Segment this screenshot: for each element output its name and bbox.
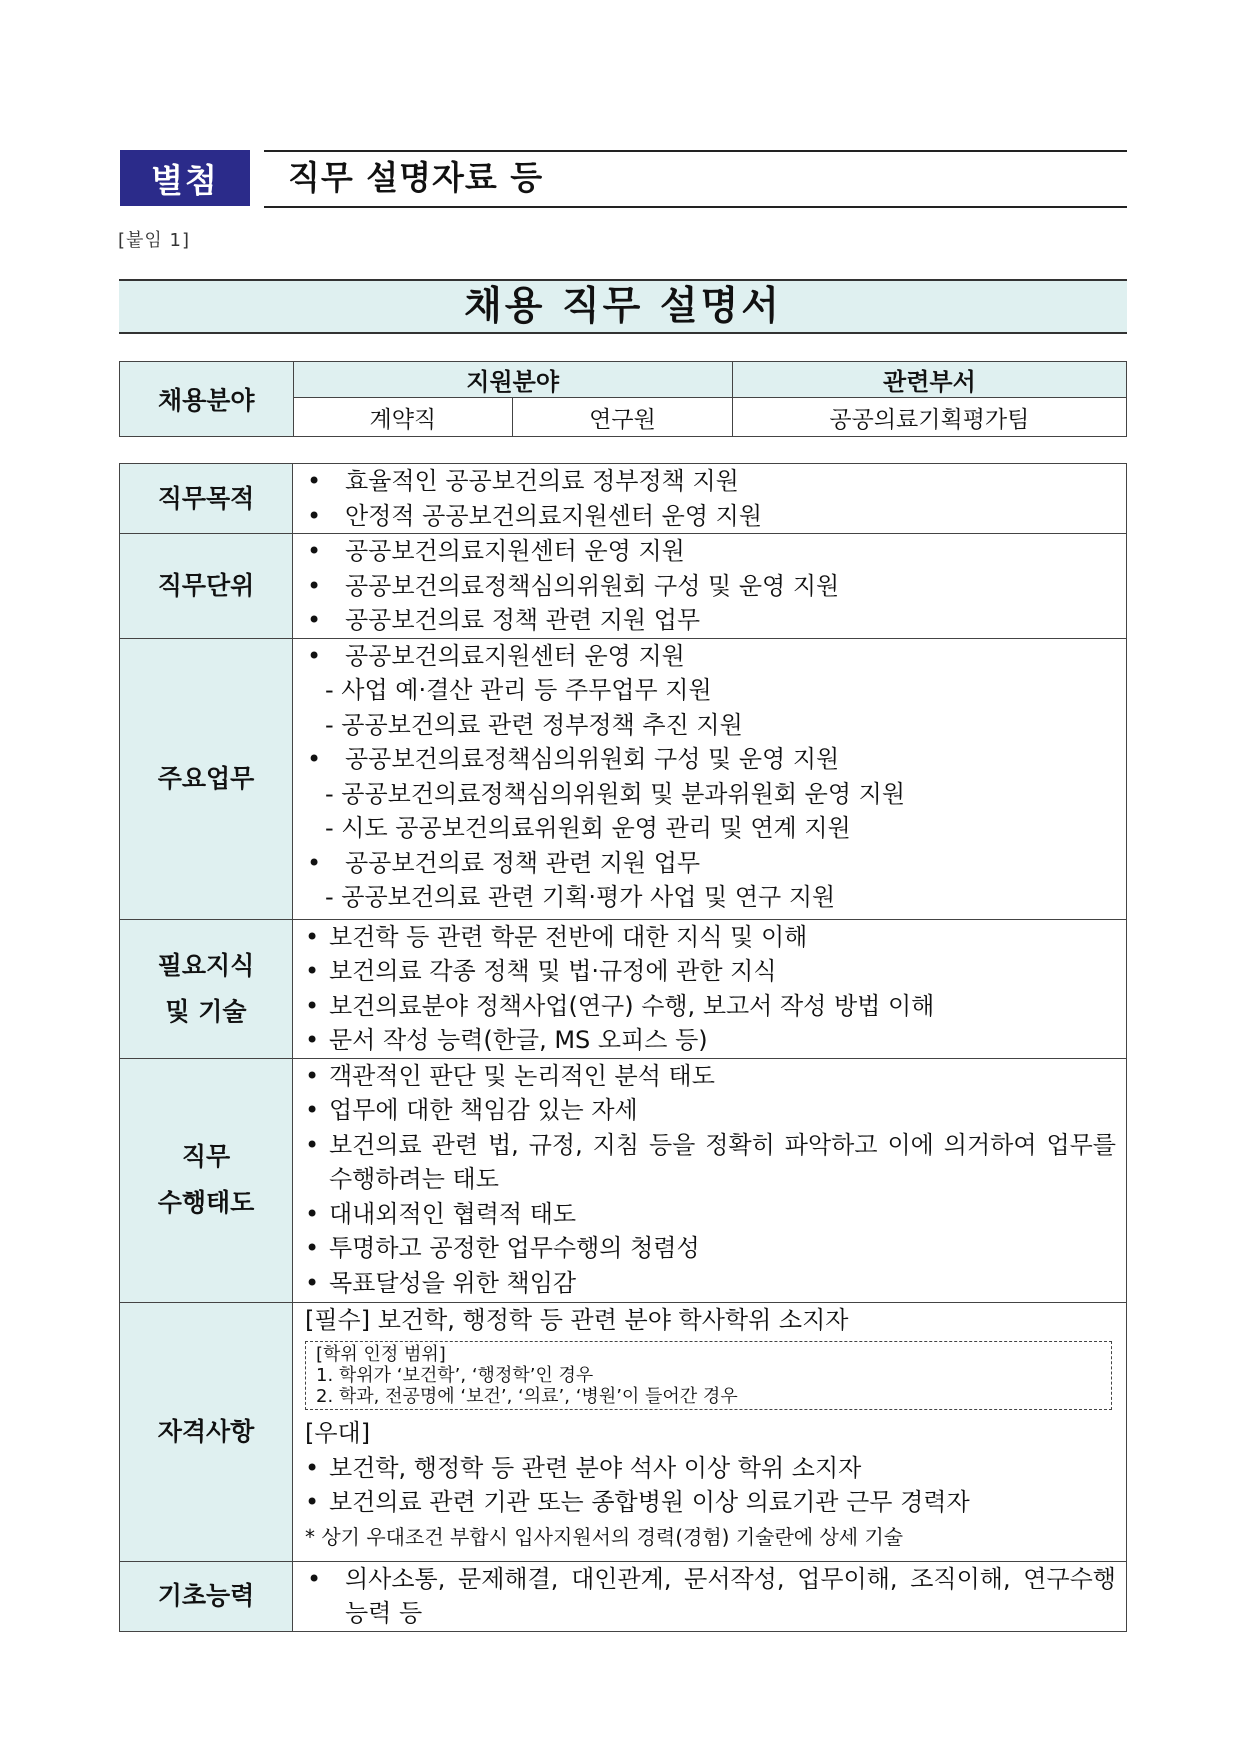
list-item: • 목표달성을 위한 책임감 [305,1268,577,1297]
recruit-label: 채용분야 [120,362,294,437]
row-attitude [120,1058,1127,1302]
list-item: • 보건의료 관련 기관 또는 종합병원 이상 의료기관 근무 경력자 [305,1488,970,1516]
list-item: • 객관적인 판단 및 논리적인 분석 태도 [305,1061,715,1090]
list-subitem: - 사업 예·결산 관리 등 주무업무 지원 [325,676,712,704]
recruit-position: 연구원 [513,398,733,437]
list-item: • 보건학 등 관련 학문 전반에 대한 지식 및 이해 [305,922,808,951]
unit-label: 직무단위 [120,534,293,639]
document-title: 채용 직무 설명서 [119,279,1127,334]
qualification-label: 자격사항 [120,1302,293,1561]
row-unit [120,534,1127,639]
recruit-table [119,361,1127,437]
job-description-table [119,463,1127,1632]
purpose-label: 직무목적 [120,464,293,534]
list-item: • 공공보건의료정책심의위원회 구성 및 운영 지원 [307,571,840,600]
list-item: • 문서 작성 능력(한글, MS 오피스 등) [305,1026,708,1054]
preferred-heading: [우대] [305,1419,371,1447]
header-title: 직무 설명자료 등 [288,158,544,197]
main-label: 주요업무 [120,638,293,919]
list-item: • 보건의료분야 정책사업(연구) 수행, 보고서 작성 방법 이해 [305,991,935,1020]
list-item: • 보건의료 관련 법, 규정, 지침 등을 정확히 파악하고 이에 의거하여 업무를 수행하려는 태도 [305,1130,1116,1193]
preferred-note: * 상기 우대조건 부합시 입사지원서의 경력(경험) 기술란에 상세 기술 [305,1524,904,1549]
knowledge-label: 필요지식 및 기술 [120,919,293,1058]
list-item: • 보건학, 행정학 등 관련 분야 석사 이상 학위 소지자 [305,1453,862,1482]
list-subitem: - 공공보건의료정책심의위원회 및 분과위원회 운영 지원 [325,779,906,808]
attachment-number: [붙임 1] [118,230,190,251]
list-subitem: - 공공보건의료 관련 정부정책 추진 지원 [325,710,743,739]
recruit-type: 계약직 [293,398,513,437]
list-item: • 공공보건의료지원센터 운영 지원 [307,641,685,670]
header-rule-bottom [264,206,1127,208]
list-subitem: - 시도 공공보건의료위원회 운영 관리 및 연계 지원 [325,814,851,842]
list-item: • 공공보건의료 정책 관련 지원 업무 [307,848,701,877]
basic-label: 기초능력 [120,1561,293,1631]
required-qualification: [필수] 보건학, 행정학 등 관련 분야 학사학위 소지자 [305,1305,849,1334]
row-main [120,638,1127,919]
row-purpose [120,464,1127,534]
list-item: • 효율적인 공공보건의료 정부정책 지원 [307,467,739,495]
list-subitem: - 공공보건의료 관련 기획·평가 사업 및 연구 지원 [325,883,836,911]
dept-header: 관련부서 [732,362,1126,398]
recruit-department: 공공의료기획평가팀 [732,398,1126,437]
row-qualification [120,1302,1127,1561]
list-item: • 보건의료 각종 정책 및 법·규정에 관한 지식 [305,957,777,985]
list-item: • 공공보건의료 정책 관련 지원 업무 [307,606,701,634]
list-item: • 의사소통, 문제해결, 대인관계, 문서작성, 업무이해, 조직이해, 연구수행 능력 등 [307,1564,1116,1627]
list-item: • 공공보건의료정책심의위원회 구성 및 운영 지원 [307,745,840,773]
list-item: • 투명하고 공정한 업무수행의 청렴성 [305,1234,700,1262]
attachment-badge: 별첨 [120,150,250,206]
header-rule-top [264,150,1127,152]
row-knowledge [120,919,1127,1058]
list-item: • 대내외적인 협력적 태도 [305,1199,577,1228]
list-item: • 안정적 공공보건의료지원센터 운영 지원 [307,501,763,530]
degree-scope-box: [학위 인정 범위] 1. 학위가 ‘보건학’, ‘행정학’인 경우 2. 학과, 전공명에 ‘보건’, ‘의료’, ‘병원’이 들어간 경우 [305,1341,1112,1410]
list-item: • 업무에 대한 책임감 있는 자세 [305,1096,638,1124]
list-item: • 공공보건의료지원센터 운영 지원 [307,537,685,565]
support-header: 지원분야 [293,362,732,398]
row-basic [120,1561,1127,1631]
attitude-label: 직무 수행태도 [120,1058,293,1302]
